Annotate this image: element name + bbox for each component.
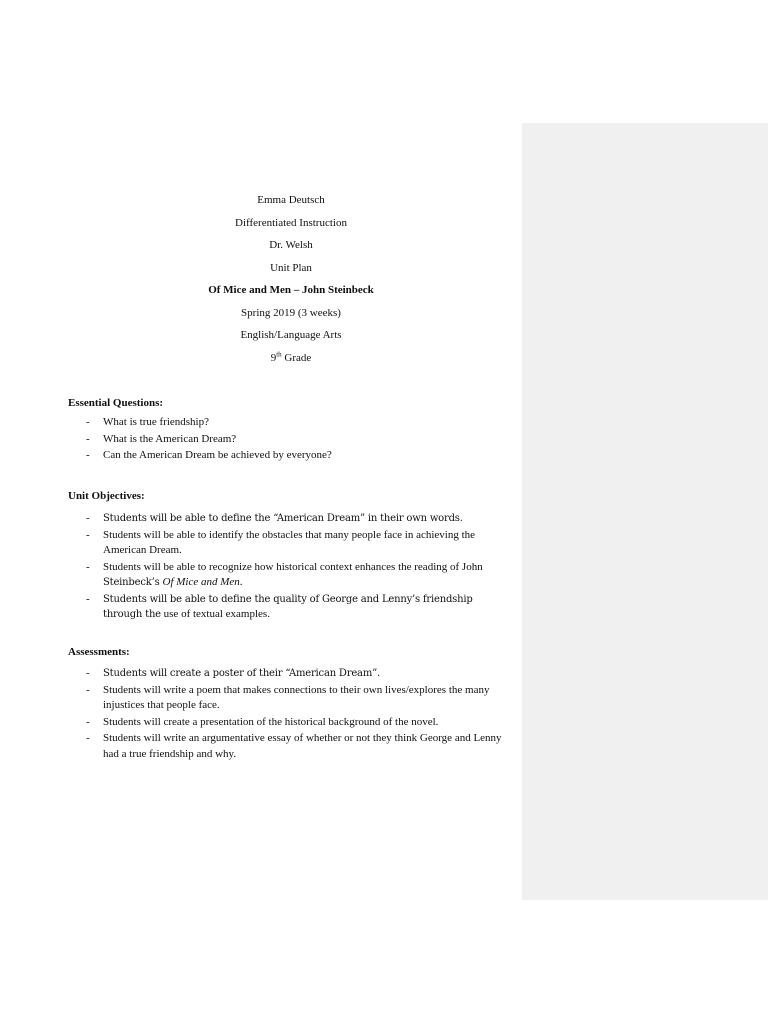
title-block <box>0 192 582 372</box>
objective-3-lead: Students will be able to recognize how historical context enhances the reading of John <box>103 560 483 573</box>
term: Spring 2019 (3 weeks) <box>241 306 341 319</box>
list-item <box>68 666 508 682</box>
list-item: - What is true friendship? <box>68 415 508 431</box>
essential-questions-list <box>68 415 508 464</box>
essential-questions-heading: Essential Questions: <box>68 397 164 409</box>
list-item: - Students will be able to identify the obstacles that many people face in achieving the American Dream. <box>68 528 508 559</box>
unit-objectives-section <box>68 488 508 624</box>
instructor-name: Dr. Welsh <box>269 239 313 251</box>
grade-number: 9 <box>270 351 277 364</box>
list-item <box>68 592 508 623</box>
grade-level <box>0 350 582 373</box>
assessments-list <box>68 666 508 762</box>
subject: English/Language Arts <box>240 329 342 341</box>
list-item <box>68 560 508 591</box>
objective-3-end: . <box>239 576 243 588</box>
course-name: Differentiated Instruction <box>235 216 347 229</box>
list-item: - Can the American Dream be achieved by everyone? <box>68 448 508 464</box>
unit-title: Of Mice and Men – John Steinbeck <box>208 284 374 296</box>
list-item: - Students will write a poem that makes connections to their own lives/explores the many injustices that people face. <box>68 683 508 714</box>
unit-objectives-list <box>68 511 508 623</box>
assessments-heading: Assessments: <box>68 646 130 658</box>
assessments-section <box>68 644 508 763</box>
list-item: - What is the American Dream? <box>68 432 508 448</box>
objective-3-book-title: Of Mice and Men <box>162 576 240 588</box>
grade-suffix: th <box>276 349 282 358</box>
objective-3-author: Steinbeck’s <box>103 577 163 588</box>
objective-1-text: Students will be able to define the “American Dream” in their own words. <box>103 513 463 524</box>
objective-4-lead: Students will be able to define the quality of George and Lenny’s friendship through the <box>103 593 473 620</box>
objective-4-tail: use of textual examples. <box>163 608 270 620</box>
author-name: Emma Deutsch <box>257 194 325 206</box>
document-type: Unit Plan <box>270 261 312 274</box>
list-item: - Students will create a presentation of the historical background of the novel. <box>68 715 508 731</box>
list-item: - Students will write an argumentative essay of whether or not they think George and Lenny had a true friendship and why. <box>68 731 508 762</box>
list-item <box>68 511 508 527</box>
assessment-1-text: Students will create a poster of their “American Dream”. <box>103 668 380 679</box>
essential-questions-section <box>68 395 508 465</box>
grade-word: Grade <box>281 351 312 364</box>
unit-objectives-heading: Unit Objectives: <box>68 490 145 502</box>
